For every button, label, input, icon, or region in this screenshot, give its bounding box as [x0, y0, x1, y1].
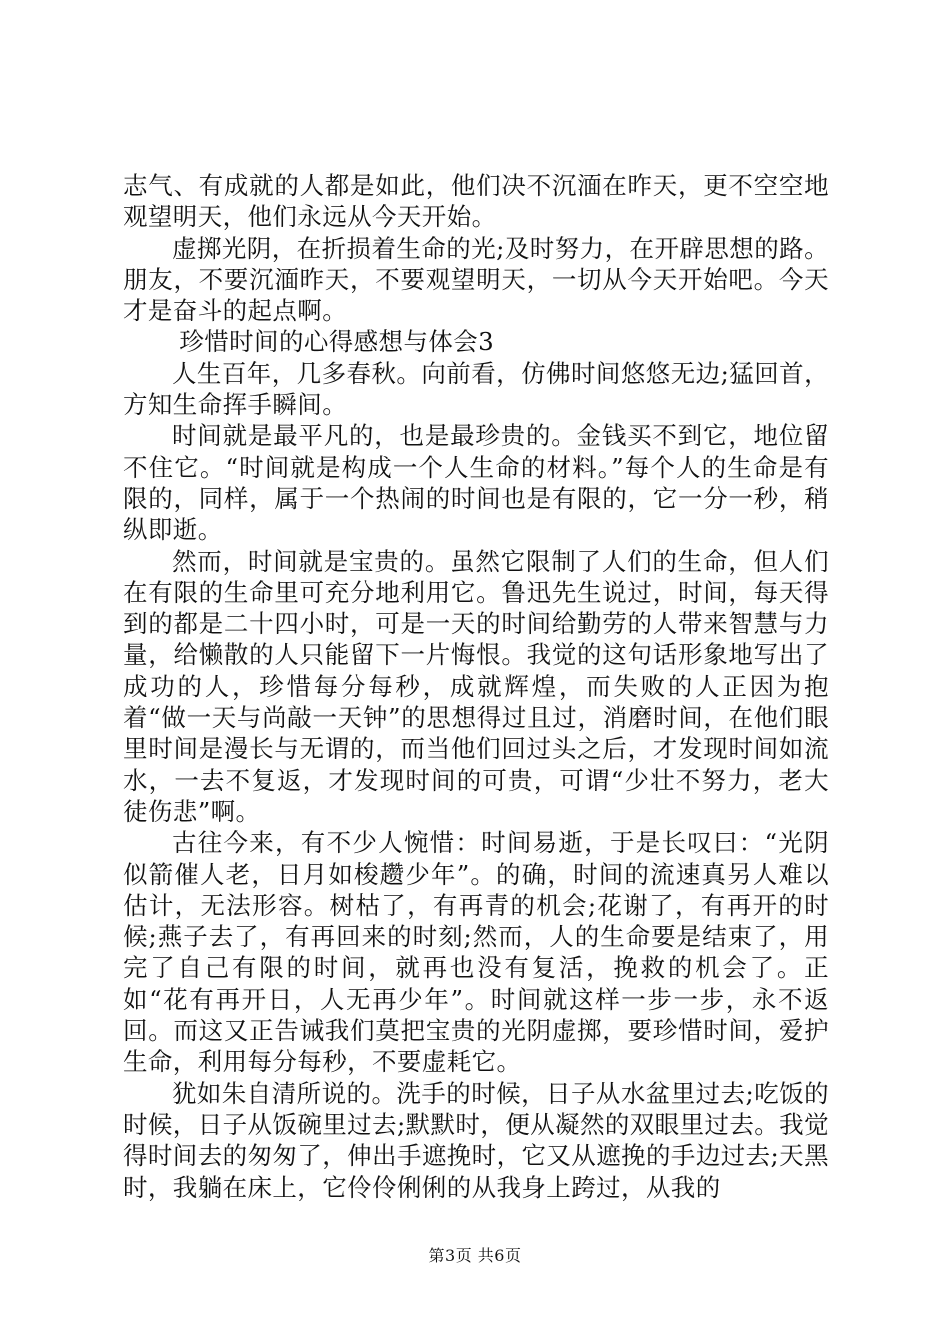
document-body: [123, 170, 829, 1203]
paragraph: 人生百年，几多春秋。向前看，仿佛时间悠悠无边;猛回首，方知生命挥手瞬间。: [123, 358, 829, 420]
section-heading: 珍惜时间的心得感想与体会3: [179, 327, 495, 357]
paragraph: 时间就是最平凡的，也是最珍贵的。金钱买不到它，地位留不住它。“时间就是构成一个人生命的材料。”每个人的生命是有限的，同样，属于一个热闹的时间也是有限的，它一分一秒，稍纵即逝。: [123, 421, 829, 545]
paragraph: 古往今来，有不少人惋惜：时间易逝，于是长叹曰：“光阴似箭催人老，日月如梭趱少年”。的确，时间的流速真另人难以估计，无法形容。树枯了，有再青的机会;花谢了，有再开的时候;燕子去了，有再回来的时刻;然而，人的生命要是结束了，用完了自己有限的时间，就再也没有复活，挽救的机会了。正如“花有再开日，人无再少年”。时间就这样一步一步，永不返回。而这又正告诫我们莫把宝贵的光阴虚掷，要珍惜时间，爱护生命，利用每分每秒，不要虚耗它。: [123, 828, 829, 1077]
paragraph: 然而，时间就是宝贵的。虽然它限制了人们的生命，但人们在有限的生命里可充分地利用它。鲁迅先生说过，时间，每天得到的都是二十四小时，可是一天的时间给勤劳的人带来智慧与力量，给懒散的人只能留下一片悔恨。我觉的这句话形象地写出了成功的人，珍惜每分每秒，成就辉煌，而失败的人正因为抱着“做一天与尚敲一天钟”的思想得过且过，消磨时间，在他们眼里时间是漫长与无谓的，而当他们回过头之后，才发现时间如流水，一去不复返，才发现时间的可贵，可谓“少壮不努力，老大徒伤悲”啊。: [123, 546, 829, 826]
paragraph-continuation: 志气、有成就的人都是如此，他们决不沉湎在昨天，更不空空地观望明天，他们永远从今天开始。: [123, 171, 829, 232]
paragraph: 犹如朱自清所说的。洗手的时候，日子从水盆里过去;吃饭的时候，日子从饭碗里过去;默默时，便从凝然的双眼里过去。我觉得时间去的匆匆了，伸出手遮挽时，它又从遮挽的手边过去;天黑时，我躺在床上，它伶伶俐俐的从我身上跨过，从我的: [123, 1078, 829, 1202]
page-footer: 第3页 共6页: [428, 1246, 522, 1265]
paragraph: 虚掷光阴，在折损着生命的光;及时努力，在开辟思想的路。朋友，不要沉湎昨天，不要观望明天，一切从今天开始吧。今天才是奋斗的起点啊。: [123, 233, 829, 326]
